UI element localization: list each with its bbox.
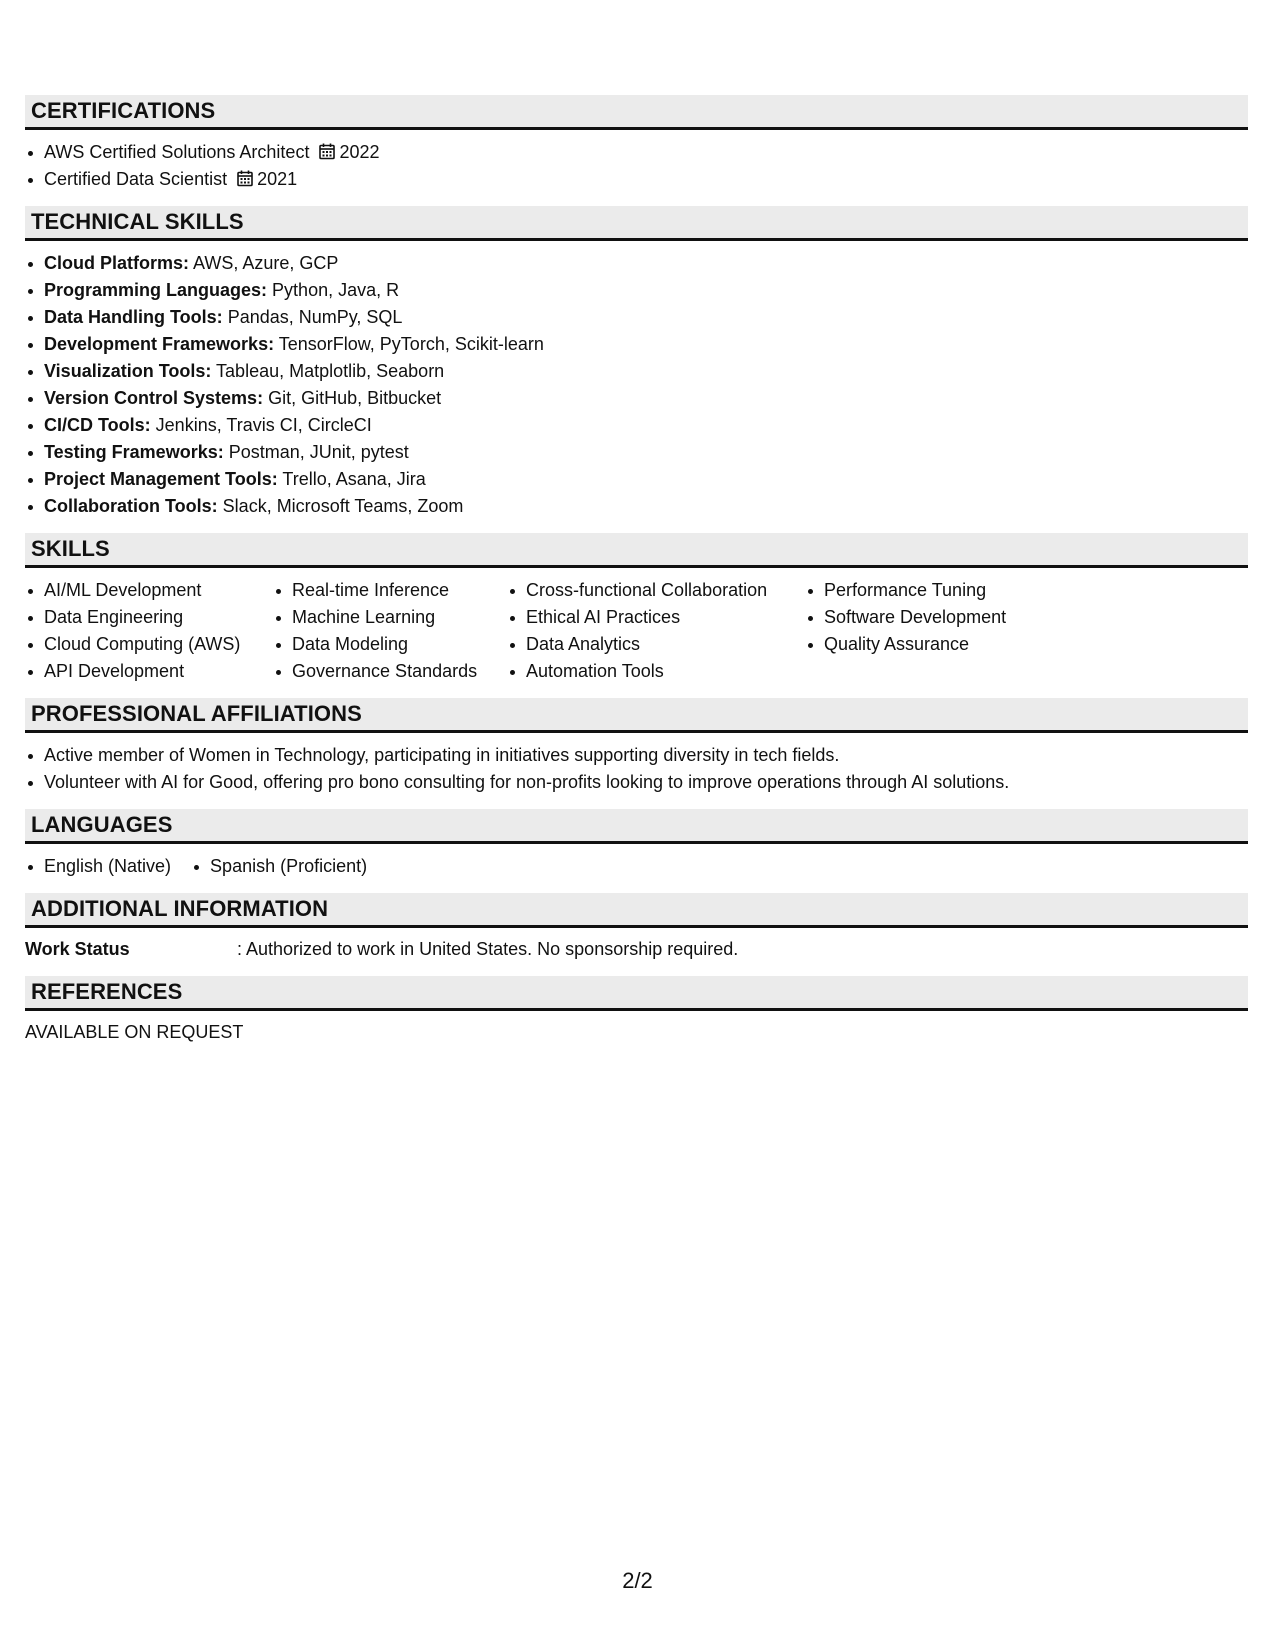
language-item: English (Native) — [25, 853, 171, 880]
skill-values: Trello, Asana, Jira — [282, 469, 426, 489]
certification-item — [25, 139, 1248, 166]
skill-item: Machine Learning — [273, 604, 507, 631]
technical-skill-item — [25, 385, 1248, 412]
skill-category: Testing Frameworks: — [44, 442, 224, 462]
skill-item: Cross-functional Collaboration — [507, 577, 805, 604]
section-title: TECHNICAL SKILLS — [31, 209, 244, 234]
languages-list — [25, 853, 171, 880]
skill-item: Automation Tools — [507, 658, 805, 685]
certification-year: 2022 — [339, 142, 380, 162]
skill-category: Project Management Tools: — [44, 469, 278, 489]
calendar-icon — [237, 168, 253, 195]
technical-skill-item — [25, 331, 1248, 358]
language-item: Spanish (Proficient) — [191, 853, 367, 880]
affiliations-list — [25, 733, 1248, 796]
references-section — [25, 976, 1248, 1046]
technical-skill-item — [25, 493, 1248, 520]
skills-column — [25, 577, 273, 685]
certifications-header — [25, 95, 1248, 130]
certification-item — [25, 166, 1248, 193]
additional-info-section — [25, 893, 1248, 963]
skill-category: Version Control Systems: — [44, 388, 264, 408]
skill-item: Governance Standards — [273, 658, 507, 685]
skills-column — [805, 577, 1105, 685]
certification-name: Certified Data Scientist — [44, 169, 228, 189]
affiliations-header — [25, 698, 1248, 733]
work-status-value: : Authorized to work in United States. No sponsorship required. — [237, 939, 739, 959]
skill-values: Pandas, NumPy, SQL — [227, 307, 403, 327]
certifications-section — [25, 95, 1248, 193]
certification-year: 2021 — [257, 169, 298, 189]
technical-skill-item — [25, 466, 1248, 493]
additional-info-header — [25, 893, 1248, 928]
skill-category: Development Frameworks: — [44, 334, 275, 354]
section-title: PROFESSIONAL AFFILIATIONS — [31, 701, 362, 726]
section-title: SKILLS — [31, 536, 110, 561]
work-status-row — [25, 928, 1248, 963]
skill-item: Performance Tuning — [805, 577, 1105, 604]
section-title: CERTIFICATIONS — [31, 98, 216, 123]
technical-skills-section — [25, 206, 1248, 520]
work-status-label: Work Status — [25, 939, 130, 959]
languages-list — [191, 853, 367, 880]
skill-category: Collaboration Tools: — [44, 496, 218, 516]
skill-values: Tableau, Matplotlib, Seaborn — [216, 361, 445, 381]
skill-item: Real-time Inference — [273, 577, 507, 604]
skill-item: Cloud Computing (AWS) — [25, 631, 273, 658]
skill-category: CI/CD Tools: — [44, 415, 151, 435]
affiliation-item: Volunteer with AI for Good, offering pro bono consulting for non-profits looking to improve operations through AI solutions. — [25, 769, 1248, 796]
skill-item: Quality Assurance — [805, 631, 1105, 658]
skill-item: Data Analytics — [507, 631, 805, 658]
references-header — [25, 976, 1248, 1011]
skills-grid — [25, 568, 1248, 685]
skill-values: Python, Java, R — [272, 280, 400, 300]
skill-values: Slack, Microsoft Teams, Zoom — [222, 496, 464, 516]
technical-skill-item — [25, 439, 1248, 466]
technical-skill-item — [25, 358, 1248, 385]
skill-category: Programming Languages: — [44, 280, 268, 300]
technical-skills-header — [25, 206, 1248, 241]
technical-skill-item — [25, 304, 1248, 331]
skill-values: TensorFlow, PyTorch, Scikit-learn — [278, 334, 544, 354]
skill-item: AI/ML Development — [25, 577, 273, 604]
skill-category: Cloud Platforms: — [44, 253, 190, 273]
skill-item: Software Development — [805, 604, 1105, 631]
technical-skill-item — [25, 412, 1248, 439]
languages-section — [25, 809, 1248, 880]
calendar-icon — [319, 141, 335, 168]
skills-column — [273, 577, 507, 685]
section-title: ADDITIONAL INFORMATION — [31, 896, 329, 921]
skill-values: Git, GitHub, Bitbucket — [268, 388, 442, 408]
skill-values: AWS, Azure, GCP — [193, 253, 339, 273]
languages-row — [25, 844, 1248, 880]
affiliations-section — [25, 698, 1248, 796]
resume-page — [25, 95, 1248, 1059]
skill-category: Visualization Tools: — [44, 361, 212, 381]
skill-values: Postman, JUnit, pytest — [228, 442, 409, 462]
skill-item: Ethical AI Practices — [507, 604, 805, 631]
references-text: AVAILABLE ON REQUEST — [25, 1022, 244, 1042]
certification-name: AWS Certified Solutions Architect — [44, 142, 310, 162]
technical-skill-item — [25, 277, 1248, 304]
affiliation-item: Active member of Women in Technology, participating in initiatives supporting diversity in tech fields. — [25, 742, 1248, 769]
section-title: REFERENCES — [31, 979, 183, 1004]
skills-section — [25, 533, 1248, 685]
skill-item: Data Engineering — [25, 604, 273, 631]
skills-column — [507, 577, 805, 685]
skills-header — [25, 533, 1248, 568]
technical-skill-item — [25, 250, 1248, 277]
technical-skills-list — [25, 241, 1248, 520]
skill-values: Jenkins, Travis CI, CircleCI — [155, 415, 372, 435]
certifications-list — [25, 130, 1248, 193]
section-title: LANGUAGES — [31, 812, 173, 837]
skill-item: API Development — [25, 658, 273, 685]
page-number: 2/2 — [622, 1568, 653, 1593]
languages-header — [25, 809, 1248, 844]
skill-category: Data Handling Tools: — [44, 307, 223, 327]
skill-item: Data Modeling — [273, 631, 507, 658]
